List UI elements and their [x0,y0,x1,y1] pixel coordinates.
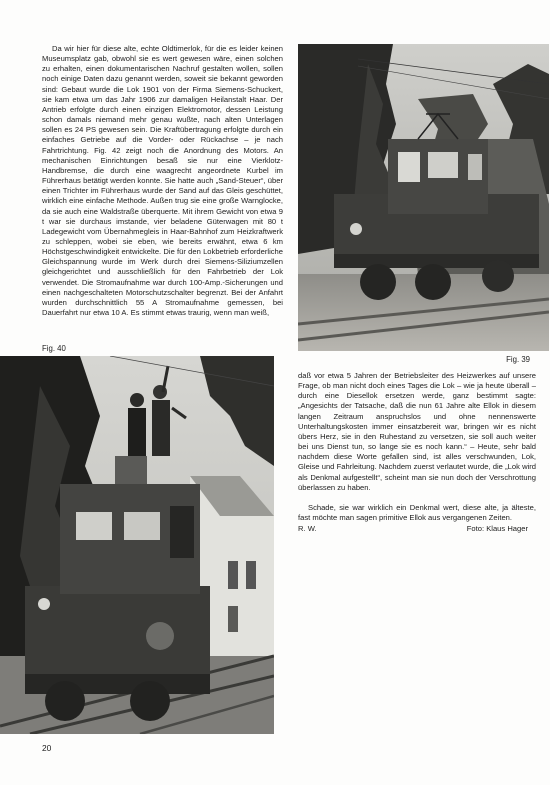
figure-40-photo [0,356,274,734]
figure-39-photo [298,44,549,351]
body-text-right-column: daß vor etwa 5 Jahren der Betriebsleiter des Heizwerkes auf unsere Frage, ob man nicht doch eines Tages die Lok – wie ja heute überall – durch eine Diesellok ersetzen werde, ganz bestimmt sagte: „Angesichts der Tatsache, daß die nun 61 Jahre alte Ellok in diesem langen Zeitraum anspruchslos und ohne nennenswerte Unterhaltungskosten immer einsatzbereit war, bringen wir es nicht übers Herz, sie in den Ruhestand zu versetzen, sie soll auch weiter bei uns Dienst tun, so lange sie es noch kann.“ – Heute, sehr bald nachdem diese Worte gefallen sind, ist alles verschwunden, Lok, Gleise und Fahrleitung. Nachdem zuerst verlautet wurde, die „Lok wird als Denkmal aufgestellt“, scheint man sie nun doch der Verschrottung überlassen zu haben. [298,371,536,492]
page-number: 20 [42,743,52,753]
body-text-left-column: Da wir hier für diese alte, echte Oldtimerlok, für die es leider keinen Museumsplatz gab, obwohl sie es wert gewesen wäre, einen solchen zu erhalten, einen dokumentarischen Nachruf gestalten wollen, sollen noch einige Daten dazu genannt werden, soweit sie bekannt geworden sind: Gebaut wurde die Lok 1901 von der Firma Siemens-Schuckert, sie kam etwa um das Jahr 1906 zur damaligen Heilanstalt Haar. Der Antrieb erfolgte durch einen einzigen Elektromotor, dessen Leistung schon damals niemand mehr genau wußte, nach alten Unterlagen sollen es 24 PS gewesen sein. Die Kraftübertragung erfolgte durch ein einfaches Getriebe auf die Vorder- oder Rückachse – je nach Fahrtrichtung. Fig. 42 zeigt noch die Anordnung des Motors. An mechanischen Einrichtungen besaß sie nur eine Vierklotz-Handbremse, die durch eine waagrecht angeordnete Kurbel im Führerhaus betätigt werden konnte. Sie hatte auch „Sand-Steuer“, über einen Trichter im Führerhaus wurde der Sand auf das Gleis geschüttet, wirklich eine einfache Methode. Außen trug sie eine große Warnglocke, da sie auch eine Waldstraße überquerte. Mit ihrem Gewicht von etwa 9 t war sie durchaus imstande, vier beladene Güterwagen mit 80 t Ladegewicht vom Übernahmegleis in Haar-Bahnhof zum Heizkraftwerk zu schleppen, wobei sie eben, wie bereits erwähnt, etwa 6 km Höchstgeschwindigkeit entwickelte. Die für den Lokbetrieb erforderliche Gleichspannung wurde im Werk durch drei Siemens-Siliziumzellen gleichgerichtet und ausschließlich für den Fahrbetrieb der Lok verwendet. Die Stromaufnahme war durch 100-Amp.-Sicherungen und einen nachgeschalteten Motorschutzschalter begrenzt. Bei der Anfahrt wurden durchschnittlich 55 A Stromaufnahme gemessen, bei Dauerfahrt nur etwa 10 A. Es stimmt etwas traurig, wenn man weiß, [42,44,283,318]
photo-credit: Foto: Klaus Hager [466,524,528,533]
figure-40-caption: Fig. 40 [42,344,66,353]
author-credit-row [298,524,528,534]
figure-39-caption: Fig. 39 [506,355,530,364]
body-text-right-column-closing: Schade, sie war wirklich ein Denkmal wert, diese alte, ja älteste, fast möchte man sagen primitive Ellok aus vergangenen Zeiten. [298,503,536,523]
author-initials: R. W. [298,524,317,533]
